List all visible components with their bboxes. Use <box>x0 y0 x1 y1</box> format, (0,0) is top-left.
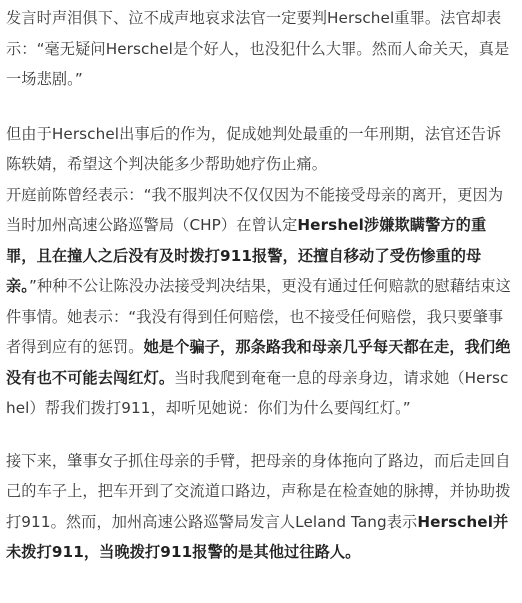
bold-text-run: 她是个骗子，那条路我和母亲几乎每天都在走，我们绝没有也不可能去闯红灯。 <box>6 338 511 387</box>
text-run: ”种种不公让陈没办法接受判决结果，更没有通过任何赔款的慰藉结束这件事情。她表示：“我没有得到任何赔偿，也不接受任何赔偿，我只要肇事者得到应有的惩罚。 <box>6 277 511 356</box>
bold-text-run: Herschel并未拨打911，当晚拨打911报警的是其他过往路人。 <box>6 512 509 561</box>
paragraph-sentence <box>6 119 516 180</box>
text-run: 开庭前陈曾经表示：“我不服判决不仅仅因为不能接受母亲的离开，更因为当时加州高速公路巡警局（CHP）在曾认定 <box>6 185 504 234</box>
paragraph-verdict-quote <box>6 3 516 95</box>
text-run: 但由于Herschel出事后的作为，促成她判处最重的一年刑期，法官还告诉陈轶婧，希望这个判决能多少帮助她疗伤止痛。 <box>6 124 502 173</box>
paragraph-chen-statement <box>6 180 516 424</box>
bold-text-run: Hershel涉嫌欺瞒警方的重罪，且在撞人之后没有及时拨打911报警，还擅自移动了受伤惨重的母亲。 <box>6 216 487 295</box>
text-run: 接下来，肇事女子抓住母亲的手臂，把母亲的身体拖向了路边，而后走回自己的车子上，把车开到了交流道口路边，声称是在检查她的脉搏，并协助拨打911。然而，加州高速公路巡警局发言人Leland Tang表示 <box>6 451 511 531</box>
article-body <box>6 0 516 568</box>
text-run: 当时我爬到奄奄一息的母亲身边，请求她（Herschel）帮我们拨打911，却听见她说：你们为什么要闯红灯。” <box>6 368 509 417</box>
paragraph-chp-statement <box>6 446 516 568</box>
text-run: 发言时声泪俱下、泣不成声地哀求法官一定要判Herschel重罪。法官却表示：“毫无疑问Herschel是个好人，也没犯什么大罪。然而人命关天，真是一场悲剧。” <box>6 9 510 88</box>
